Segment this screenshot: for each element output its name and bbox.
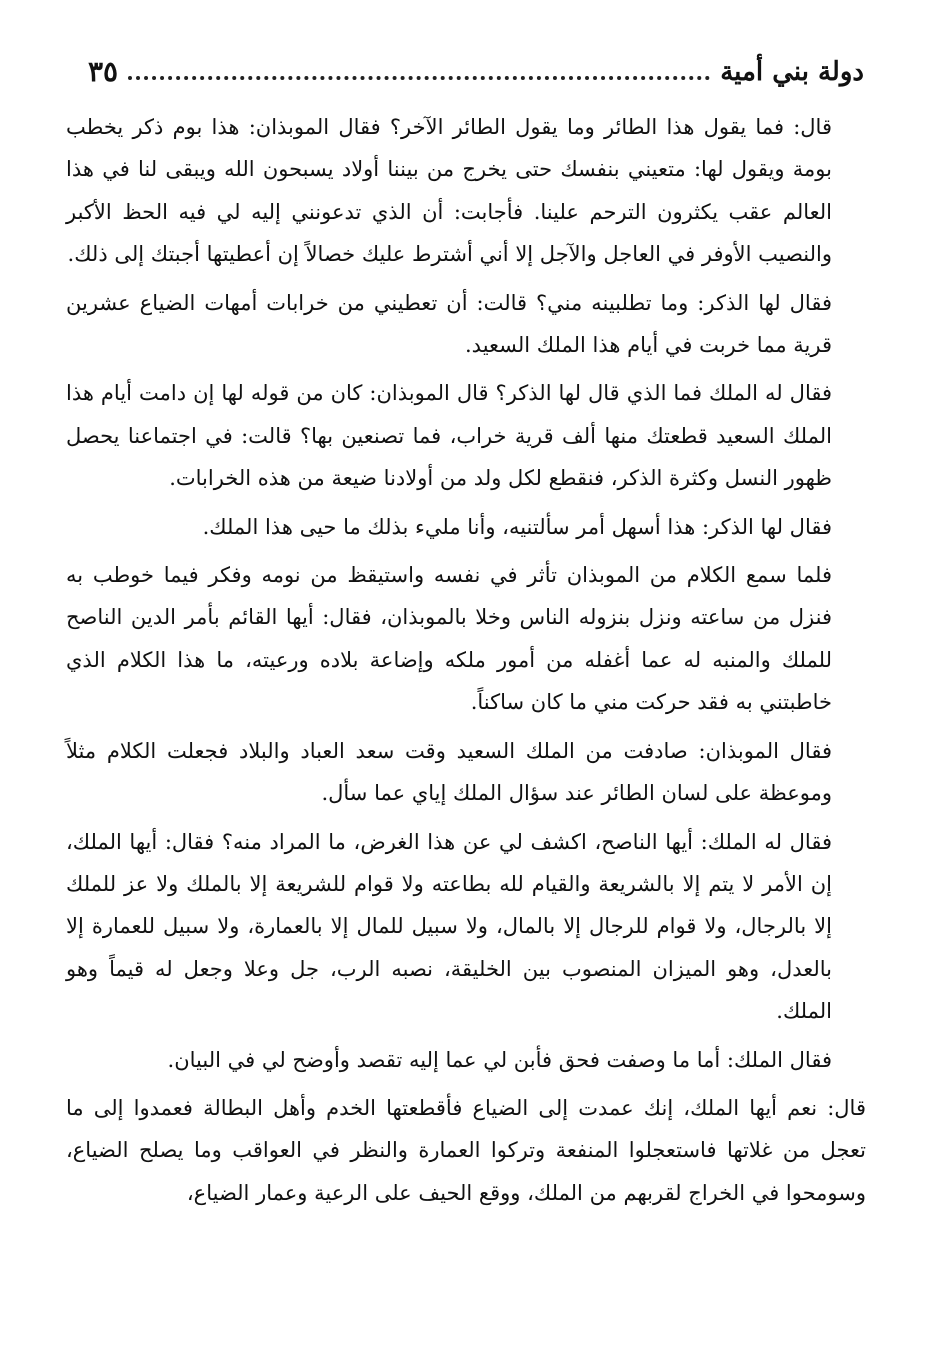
paragraph: قال: فما يقول هذا الطائر وما يقول الطائر الآخر؟ فقال الموبذان: هذا بوم ذكر يخطب بومة ويقول لها: متعيني بنفسك حتى يخرج من بيننا أولاد يسبحون الله ويبقى لنا في هذا العالم عقب يكثرون الترحم علينا. فأجابت: أن الذي تدعونني إليه لي فيه الحظ الأكبر والنصيب الأوفر في العاجل والآجل إلا أني أشترط عليك خصالاً إن أعطيتها أجبتك إلى ذلك. — [66, 115, 832, 267]
paragraph: فقال الملك: أما ما وصفت فحق فأبن لي عما إليه تقصد وأوضح لي في البيان. — [167, 1047, 832, 1072]
body-text — [66, 106, 866, 1220]
paragraph: فقال له الملك: أيها الناصح، اكشف لي عن هذا الغرض، ما المراد منه؟ فقال: أيها الملك، إن الأمر لا يتم إلا بالشريعة والقيام لله بطاعته ولا قوام للشريعة إلا بالملك ولا عز للملك إلا بالرجال، ولا قوام للرجال إلا بالمال، ولا سبيل للمال إلا بالعمارة، ولا سبيل للعمارة إلا بالعدل، وهو الميزان المنصوب بين الخليقة، نصبه الرب، جل وعلا وجعل له قيماً وهو الملك. — [66, 829, 832, 1024]
running-title: دولة بني أمية — [720, 57, 864, 87]
paragraph: فقال الموبذان: صادفت من الملك السعيد وقت سعد العباد والبلاد فجعلت الكلام مثلاً وموعظة على لسان الطائر عند سؤال الملك إياي عما سأل. — [66, 738, 832, 806]
paragraph: فقال لها الذكر: وما تطلبينه مني؟ قالت: أن تعطيني من خرابات أمهات الضياع عشرين قرية مما خربت في أيام هذا الملك السعيد. — [66, 290, 832, 358]
paragraph: فقال لها الذكر: هذا أسهل أمر سألتنيه، وأنا مليء بذلك ما حيى هذا الملك. — [202, 514, 832, 539]
leader-dots — [128, 76, 710, 80]
paragraph: فلما سمع الكلام من الموبذان تأثر في نفسه واستيقظ من نومه وفكر فيما خوطب به فنزل من ساعته ونزل بنزوله الناس وخلا بالموبذان، فقال: أيها القائم بأمر الدين الناصح للملك والمنبه له عما أغفله من أمور ملكه وإضاعة بلاده ورعيته، ما هذا الكلام الذي خاطبتني به فقد حركت مني ما كان ساكناً. — [66, 563, 832, 715]
running-header — [88, 52, 864, 92]
paragraph: قال: نعم أيها الملك، إنك عمدت إلى الضياع فأقطعتها الخدم وأهل البطالة فعمدوا إلى ما تعجل من غلاتها فاستعجلوا المنفعة وتركوا العمارة والنظر في العواقب وما يصلح الضياع، وسومحوا في الخراج لقربهم من الملك، ووقع الحيف على الرعية وعمار الضياع، — [66, 1095, 866, 1205]
page-number: ٣٥ — [88, 55, 119, 88]
paragraph: فقال له الملك فما الذي قال لها الذكر؟ قال الموبذان: كان من قوله لها إن دامت أيام هذا الملك السعيد قطعتك منها ألف قرية خراب، فما تصنعين بها؟ قالت: في اجتماعنا يحصل ظهور النسل وكثرة الذكر، فنقطع لكل ولد من أولادنا ضيعة من هذه الخرابات. — [66, 381, 832, 491]
